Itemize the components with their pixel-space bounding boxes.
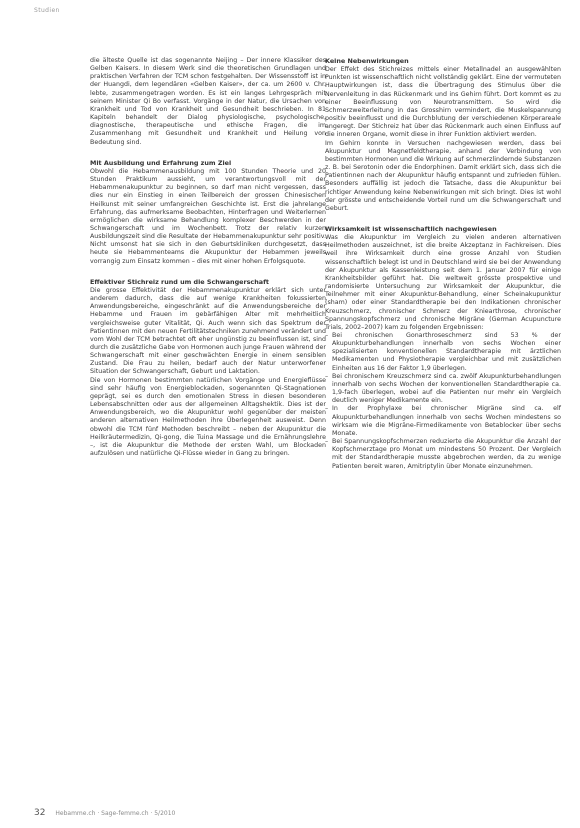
list-item: – Bei chronischen Gonarthroseschmerz sind 53 % der Akupunkturbehandlungen innerhalb von sechs Wochen einer spezialisierten konventionellen Standardtherapie mit ärztlichen Medikamenten und Physiotherapie vergleichbar und mit zusätzlichen Einheiten aus 16 der Faktor 1,9 überlegen. <box>325 332 561 373</box>
side-effects-paragraph-2: Im Gehirn konnte in Versuchen nachgewiesen werden, dass bei Akupunktur und Magnetfeldtherapie, anhand der Verbindung von bestimmten Hormonen und die Wirkung auf schmerzlindernde Substanzen z. B. bei Serotonin oder die Endorphinen. Damit erklärt sich, dass sich die Patientinnen nach der Akupunktur häufig entspannt und zufrieden fühlen. Besonders auffällig ist jedoch die Tatsache, dass die Akupunktur bei richtiger Anwendung keine Nebenwirkungen mit sich bringt. Dies ist wohl der grösste und entscheidende Vorteil rund um die Schwangerschaft und Geburt. <box>325 139 561 212</box>
heading-training: Mit Ausbildung und Erfahrung zum Ziel <box>90 158 232 167</box>
list-item: – Bei chronischem Kreuzschmerz sind ca. zwölf Akupunkturbehandlungen innerhalb von sechs Wochen der konventionellen Standardtherapie ca. 1,9-fach überlegen, wobei auf die Patienten nur mehr ein Vergleich deutlich weniger Medikamente ein. <box>325 373 561 406</box>
heading-effective: Effektiver Stichreiz rund um die Schwangerschaft <box>90 277 269 286</box>
results-list <box>325 332 561 471</box>
training-paragraph: Obwohl die Hebammenausbildung mit 100 Stunden Theorie und 20 Stunden Praktikum aussieht, um verantwortungsvoll mit der Hebammenakupunktur zu beginnen, so darf man nicht vergessen, dass dies nur ein Einstieg in einen Teilbereich der grossen Chinesischen Heilkunst mit seiner umfangreichen Geschichte ist. Erst die jahrelange Erfahrung, das aufmerksame Beobachten, Hinterfragen und Weiterlernen ermöglichen die wirksame Behandlung komplexer Beschwerden in der Schwangerschaft und im Wochenbett. Trotz der relativ kurzen Ausbildungszeit sind die Resultate der Hebammenakupunktur sehr positiv. Nicht umsonst hat sie sich in den Geburtskliniken durchgesetzt, dass heute sie Hebammenteams die Akupunktur der Hebammen jeweils vorrangig zum Einsatz kommen – dies mit einer hohen Erfolgsquote. <box>90 167 326 265</box>
list-item: – Bei Spannungskopfschmerzen reduzierte die Akupunktur die Anzahl der Kopfschmerztage pro Monat um mindestens 50 Prozent. Der Vergleich mit der Standardtherapie musste abgebrochen werden, da zu wenige Patienten bereit waren, Amitriptylin über Monate einzunehmen. <box>325 438 561 471</box>
heading-scientific: Wirksamkeit ist wissenschaftlich nachgewiesen <box>325 224 497 233</box>
intro-paragraph: die älteste Quelle ist das sogenannte Neijing – Der innere Klassiker des Gelben Kaisers. In diesem Werk sind die theoretischen Grundlagen und praktischen Verfahren der TCM schon festgehalten. Der Wissensstoff ist in der Huangdi, dem legendären «Gelben Kaiser», der ca. um 2600 v. Chr. lebte, zusammengetragen worden. Es ist ein langes Lehrgespräch mit seinem Minister Qi Bo verfasst. Vorgänge in der Natur, die Ursachen von Krankheit und Tod von Krankheit und Gesundheit beschrieben. In 81 Kapiteln behandelt der Dialog physiologische, psychologische, diagnostische, therapeutische und ethische Fragen, die im Zusammenhang mit Gesundheit und Krankheit und Heilung von Bedeutung sind. <box>90 57 326 146</box>
list-item: – In der Prophylaxe bei chronischer Migräne sind ca. elf Akupunkturbehandlungen innerhalb von sechs Wochen mindestens so wirksam wie die Migräne-Firmedikamente von Betablocker über sechs Monate. <box>325 405 561 438</box>
heading-side-effects: Keine Nebenwirkungen <box>325 57 409 65</box>
section-header: Studien <box>34 7 60 14</box>
right-column <box>325 57 561 471</box>
page-number: 32 <box>34 808 46 818</box>
hormones-paragraph: Die von Hormonen bestimmten natürlichen Vorgänge und Energieflüsse sind sehr häufig von Energieblockaden, sogenannten Qi-Stagnationen geprägt, sei es durch den emotionalen Stress in diesen besonderen Lebensabschnitten oder aus der allgemeinen Alltagshektik. Dies ist der Anwendungsbereich, wo die Akupunktur wohl gegenüber der meisten anderen alternativen Heilmethoden ihre Überlegenheit ausweist. Denn obwohl die TCM fünf Methoden beschreibt – neben der Akupunktur die Heilkräutermedizin, Qi-gong, die Tuina Massage und die Ernährungslehre –, ist die Akupunktur die Methode der ersten Wahl, um Blockaden aufzulösen und natürliche Qi-Flüsse wieder in Gang zu bringen. <box>90 376 326 458</box>
scientific-paragraph: Was die Akupunktur im Vergleich zu vielen anderen alternativen Heilmethoden auszeichnet, ist die breite Akzeptanz in Fachkreisen. Dies weil ihre Wirksamkeit durch eine grosse Anzahl von Studien wissenschaftlich belegt ist und in Deutschland wird sie bei der Anwendung der Akupunktur als Kassenleistung seit dem 1. Januar 2007 für einige Krankheitsbilder geführt hat. Die weltweit grösste prospektive und randomisierte Untersuchung zur Wirksamkeit der Akupunktur, die Teilnehmer mit einer Akupunktur-Behandlung, einer Scheinakupunktur (sham) oder einer Standardtherapie bei den Indikationen chronischer Kreuzschmerz, chronischer Schmerz der Kniearthrose, chronischer Spannungskopfschmerz und chronische Migräne (German Acupuncture Trials, 2002–2007) kam zu folgenden Ergebnissen: <box>325 234 561 331</box>
effective-paragraph: Die grosse Effektivität der Hebammenakupunktur erklärt sich unter anderem dadurch, dass die auf wenige Krankheiten fokussierten Anwendungsbereiche, eingeschränkt auf die Anwendungsbereiche der Hebamme und Frauen im gebärfähigen Alter mit mehrheitlich vergleichsweise guter Vitalität, Qi. Auch wenn sich das Spektrum der Patientinnen mit den neuen Fertilitätstechniken zunehmend verändert und vom Wohl der TCM betrachtet oft eher ungünstig zu beeinflussen ist, sind durch die zusätzliche Gabe von Hormonen auch junge Frauen während der Schwangerschaft mit einer geschwächten Energie in einem sensiblen Zustand. Die Frau zu heilen, bedarf auch der Natur unterworfener Situation der Schwangerschaft, Geburt und Laktation. <box>90 286 326 376</box>
page-footer <box>34 808 175 818</box>
left-column <box>90 57 326 458</box>
side-effects-paragraph-1: Der Effekt des Stichreizes mittels einer Metallnadel an ausgewählten Punkten ist wissenschaftlich nicht vollständig geklärt. Eine der vermuteten Hauptwirkungen ist, dass die Übertragung des Stimulus über die Nervenleitung in das Rückenmark und ins Gehirn führt. Dort kommt es zu einer Beeinflussung von Neurotransmittern. So wird die Schmerzweiterleitung in das Grosshirn vermindert, die Muskelspannung positiv beeinflusst und die Durchblutung der verschiedenen Körperareale angeregt. Der Stichreiz hat über das Rückenmark auch einen Einfluss auf die inneren Organe, womit diese in ihrer Funktion aktiviert werden. <box>325 66 561 139</box>
publication-name: Hebamme.ch · Sage-femme.ch · 5/2010 <box>55 810 176 817</box>
